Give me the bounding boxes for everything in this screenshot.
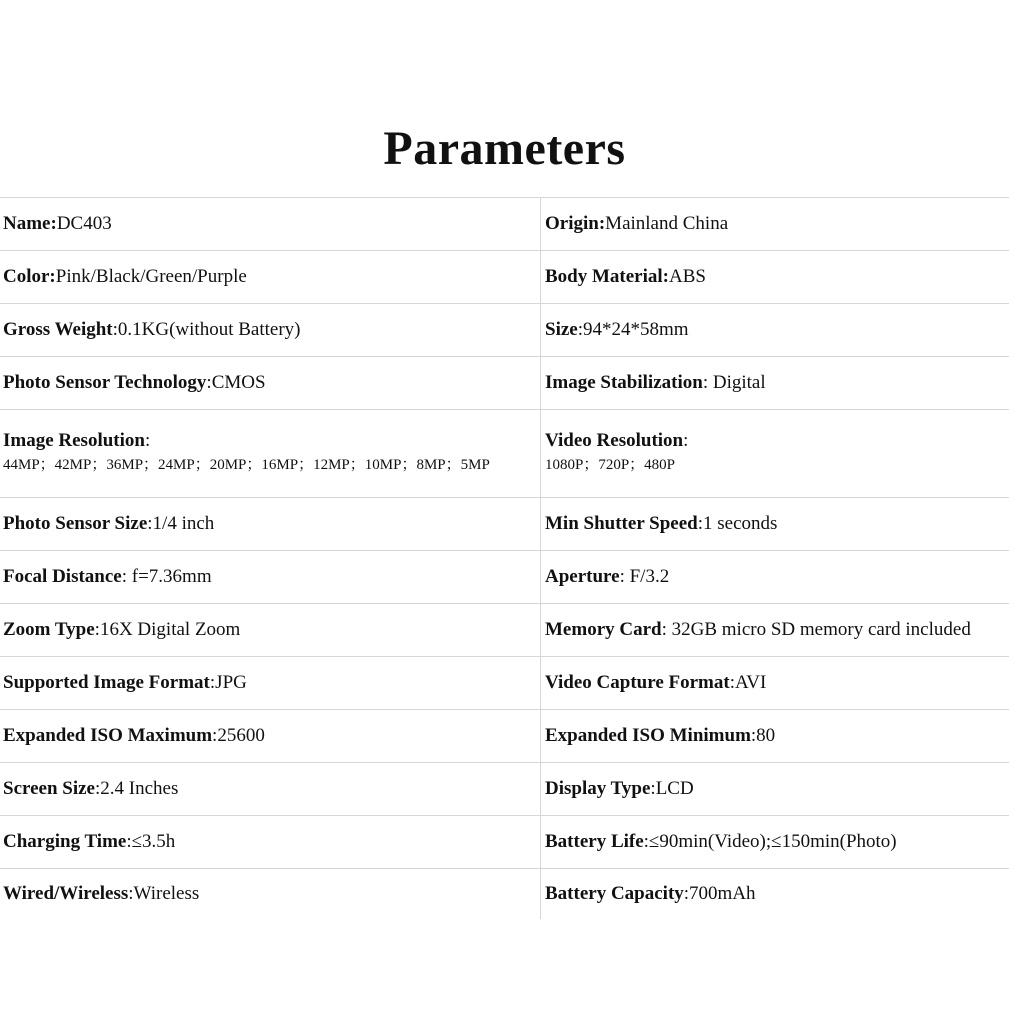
spec-color — [0, 251, 541, 303]
spec-image-resolution — [0, 410, 541, 497]
spec-value: :≤90min(Video);≤150min(Photo) — [643, 831, 897, 852]
spec-value: Mainland China — [605, 213, 729, 234]
spec-label: Name: — [3, 213, 57, 234]
spec-value: ABS — [669, 266, 706, 287]
spec-detail: 1080P；720P；480P — [545, 457, 676, 473]
spec-photo-sensor-technology — [0, 357, 541, 409]
spec-label: Memory Card — [545, 619, 662, 640]
table-row — [0, 657, 1009, 710]
spec-label: Supported Image Format — [3, 672, 210, 693]
spec-size — [541, 304, 1009, 356]
spec-gross-weight — [0, 304, 541, 356]
spec-label: Min Shutter Speed — [545, 513, 698, 534]
table-row — [0, 604, 1009, 657]
spec-value: :AVI — [729, 672, 767, 693]
spec-value: :25600 — [212, 725, 265, 746]
spec-value: :80 — [750, 725, 776, 746]
spec-expanded-iso-maximum — [0, 710, 541, 762]
spec-label: Photo Sensor Size — [3, 513, 148, 534]
table-row — [0, 251, 1009, 304]
spec-name — [0, 198, 541, 250]
spec-detail: 44MP；42MP；36MP；24MP；20MP；16MP；12MP；10MP；8MP；5MP — [3, 457, 490, 473]
spec-label: Screen Size — [3, 778, 95, 799]
spec-value: :Wireless — [128, 883, 200, 904]
spec-label: Video Capture Format — [545, 672, 730, 693]
spec-label: Aperture — [545, 566, 620, 587]
spec-value: :1 seconds — [697, 513, 778, 534]
spec-battery-life — [541, 816, 1009, 868]
spec-battery-capacity — [541, 869, 1009, 919]
spec-photo-sensor-size — [0, 498, 541, 550]
spec-label: Origin: — [545, 213, 606, 234]
spec-memory-card — [541, 604, 1009, 656]
spec-image-stabilization — [541, 357, 1009, 409]
spec-label: Image Resolution — [3, 430, 145, 451]
spec-value: : 32GB micro SD memory card included — [661, 619, 971, 640]
spec-origin — [541, 198, 1009, 250]
spec-value: : — [144, 430, 151, 451]
spec-label: Charging Time — [3, 831, 127, 852]
spec-label: Battery Capacity — [545, 883, 684, 904]
spec-expanded-iso-minimum — [541, 710, 1009, 762]
spec-value: :CMOS — [206, 372, 266, 393]
spec-value: :0.1KG(without Battery) — [112, 319, 301, 340]
table-row — [0, 551, 1009, 604]
table-row — [0, 304, 1009, 357]
spec-label: Expanded ISO Minimum — [545, 725, 751, 746]
spec-value: :1/4 inch — [147, 513, 215, 534]
table-row — [0, 410, 1009, 498]
spec-label: Video Resolution — [545, 430, 684, 451]
spec-video-capture-format — [541, 657, 1009, 709]
spec-label: Size — [545, 319, 578, 340]
spec-focal-distance — [0, 551, 541, 603]
table-row — [0, 816, 1009, 869]
spec-supported-image-format — [0, 657, 541, 709]
spec-wired-wireless — [0, 869, 541, 919]
spec-label: Battery Life — [545, 831, 644, 852]
table-row — [0, 498, 1009, 551]
spec-label: Focal Distance — [3, 566, 122, 587]
spec-value: :2.4 Inches — [95, 778, 179, 799]
spec-display-type — [541, 763, 1009, 815]
spec-value: :LCD — [650, 778, 694, 799]
table-row — [0, 763, 1009, 816]
table-row — [0, 357, 1009, 410]
spec-label: Expanded ISO Maximum — [3, 725, 213, 746]
spec-label: Wired/Wireless — [3, 883, 129, 904]
spec-value: :700mAh — [683, 883, 756, 904]
table-row — [0, 198, 1009, 251]
spec-label: Color: — [3, 266, 56, 287]
spec-label: Photo Sensor Technology — [3, 372, 207, 393]
spec-value: DC403 — [56, 213, 112, 234]
table-row — [0, 869, 1009, 919]
spec-charging-time — [0, 816, 541, 868]
spec-value: :≤3.5h — [126, 831, 176, 852]
spec-value: : f=7.36mm — [121, 566, 212, 587]
spec-value: : — [683, 430, 689, 451]
spec-aperture — [541, 551, 1009, 603]
spec-value: Pink/Black/Green/Purple — [55, 266, 247, 287]
table-row — [0, 710, 1009, 763]
spec-label: Body Material: — [545, 266, 670, 287]
spec-screen-size — [0, 763, 541, 815]
spec-value: :JPG — [209, 672, 247, 693]
spec-value: :16X Digital Zoom — [94, 619, 241, 640]
parameters-table — [0, 197, 1009, 919]
spec-value: :94*24*58mm — [577, 319, 689, 340]
spec-label: Display Type — [545, 778, 651, 799]
spec-value: : Digital — [702, 372, 766, 393]
spec-zoom-type — [0, 604, 541, 656]
spec-label: Zoom Type — [3, 619, 95, 640]
spec-min-shutter-speed — [541, 498, 1009, 550]
spec-video-resolution — [541, 410, 1009, 497]
spec-body-material — [541, 251, 1009, 303]
page-title: Parameters — [383, 122, 626, 175]
spec-label: Image Stabilization — [545, 372, 703, 393]
spec-value: : F/3.2 — [619, 566, 670, 587]
spec-label: Gross Weight — [3, 319, 113, 340]
